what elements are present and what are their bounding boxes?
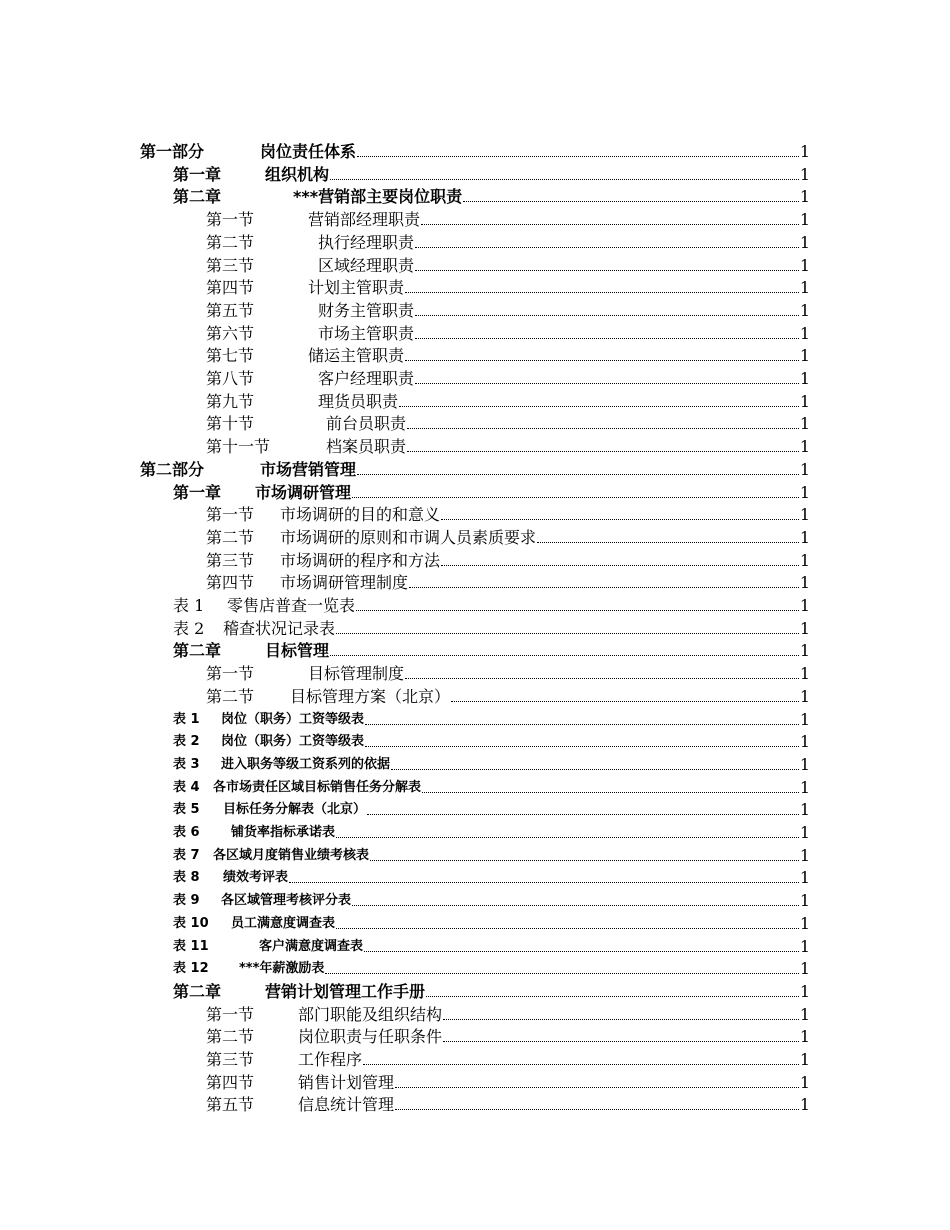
- toc-entry-label: 表 1: [173, 711, 200, 727]
- dot-leader: [352, 497, 799, 498]
- toc-entry-label: 表 1: [173, 596, 205, 615]
- toc-entry-text: [173, 710, 364, 730]
- toc-entry-label: 第三节: [206, 1050, 255, 1069]
- dot-leader: [289, 882, 799, 883]
- toc-entry-page-number: 1: [799, 573, 810, 593]
- dot-leader: [463, 201, 799, 202]
- toc-entry[interactable]: [206, 1071, 810, 1093]
- toc-entry-page-number: 1: [799, 482, 810, 502]
- toc-entry-label: 第二部分: [140, 459, 205, 479]
- toc-entry-label: 表 4: [173, 779, 200, 795]
- toc-entry-page-number: 1: [799, 732, 810, 752]
- toc-entry-label: 第七节: [206, 346, 255, 366]
- toc-entry-page-number: 1: [799, 550, 810, 570]
- toc-entry[interactable]: [206, 435, 810, 457]
- toc-entry[interactable]: [173, 163, 810, 185]
- toc-entry[interactable]: [173, 594, 810, 616]
- toc-entry-text: [206, 687, 450, 707]
- toc-entry[interactable]: [206, 390, 810, 412]
- toc-entry-text: [206, 528, 536, 548]
- toc-entry-page-number: 1: [799, 255, 810, 275]
- toc-entry-text: [206, 1073, 394, 1093]
- toc-entry-title: 营销部经理职责: [308, 210, 421, 230]
- dot-leader: [407, 451, 799, 452]
- toc-entry[interactable]: [173, 730, 810, 752]
- toc-entry-label: 第二节: [206, 1027, 255, 1047]
- toc-entry[interactable]: [173, 980, 810, 1002]
- toc-entry-text: [173, 732, 364, 752]
- toc-entry-label: 表 3: [173, 756, 200, 772]
- dot-leader: [415, 338, 799, 339]
- toc-entry-page-number: 1: [799, 300, 810, 320]
- toc-entry-title: 理货员职责: [318, 391, 399, 411]
- toc-entry-text: [173, 914, 335, 934]
- toc-entry-label: 第六节: [206, 323, 255, 343]
- toc-entry[interactable]: [173, 798, 810, 820]
- toc-entry-label: 第五节: [206, 300, 255, 320]
- toc-entry-page-number: 1: [799, 777, 810, 797]
- toc-entry-text: [206, 346, 404, 366]
- toc-entry-text: [206, 573, 408, 593]
- toc-entry-label: 表 9: [173, 893, 200, 909]
- toc-entry-page-number: 1: [799, 936, 810, 956]
- toc-entry-text: [173, 868, 288, 888]
- toc-entry[interactable]: [173, 844, 810, 866]
- toc-entry[interactable]: [140, 140, 810, 162]
- toc-entry-text: [173, 937, 363, 957]
- toc-entry-label: 第十节: [206, 414, 255, 434]
- toc-entry-page-number: 1: [799, 800, 810, 820]
- toc-entry-page-number: 1: [799, 505, 810, 525]
- toc-entry-text: [140, 142, 356, 162]
- toc-entry-label: 表 6: [173, 825, 200, 840]
- dot-leader: [426, 996, 799, 997]
- toc-entry-page-number: 1: [799, 641, 810, 661]
- toc-entry-title: 档案员职责: [326, 437, 407, 457]
- toc-entry-label: 第一章: [173, 164, 222, 184]
- toc-entry-title: 区域经理职责: [318, 255, 415, 275]
- toc-entry-title: 客户经理职责: [318, 369, 415, 388]
- toc-entry-text: [173, 778, 421, 798]
- toc-entry-label: 第九节: [206, 391, 255, 411]
- toc-entry-label: 第四节: [206, 1072, 255, 1092]
- toc-entry-text: [206, 1005, 442, 1025]
- toc-entry[interactable]: [206, 412, 810, 434]
- dot-leader: [443, 1019, 799, 1020]
- dot-leader: [330, 179, 799, 180]
- toc-entry-title: 储运主管职责: [308, 346, 405, 366]
- toc-entry-page-number: 1: [799, 1072, 810, 1092]
- toc-entry-page-number: 1: [799, 142, 810, 161]
- toc-entry[interactable]: [206, 322, 810, 344]
- dot-leader: [441, 565, 799, 566]
- toc-entry-label: 第一章: [173, 482, 222, 502]
- toc-entry-page-number: 1: [799, 1095, 810, 1115]
- toc-entry-title: 市场调研的目的和意义: [280, 505, 441, 525]
- toc-entry[interactable]: [206, 344, 810, 366]
- toc-entry-title: 铺货率指标承诺表: [231, 825, 336, 840]
- dot-leader: [336, 633, 799, 634]
- toc-entry-text: [173, 165, 329, 185]
- toc-entry-title: 岗位（职务）工资等级表: [221, 711, 365, 727]
- toc-entry-label: 第三节: [206, 255, 255, 275]
- toc-entry-title: 客户满意度调查表: [259, 938, 364, 954]
- dot-leader: [352, 905, 799, 906]
- toc-entry-text: [206, 437, 406, 457]
- toc-entry-page-number: 1: [799, 278, 810, 298]
- dot-leader: [421, 224, 799, 225]
- dot-leader: [409, 587, 799, 588]
- toc-entry-title: 各区域月度销售业绩考核表: [213, 847, 370, 863]
- toc-entry[interactable]: [206, 571, 810, 593]
- toc-entry-page-number: 1: [799, 459, 810, 479]
- toc-entry-text: [173, 619, 335, 639]
- toc-entry-title: 岗位（职务）工资等级表: [221, 734, 365, 750]
- toc-entry-text: [206, 233, 414, 253]
- toc-entry-page-number: 1: [799, 596, 810, 615]
- dot-leader: [363, 1064, 799, 1065]
- toc-entry-title: 部门职能及组织结构: [298, 1004, 443, 1024]
- toc-entry[interactable]: [206, 367, 810, 389]
- toc-entry[interactable]: [206, 549, 810, 571]
- toc-entry-title: 岗位责任体系: [260, 142, 357, 161]
- toc-entry-page-number: 1: [799, 323, 810, 343]
- dot-leader: [415, 270, 799, 271]
- toc-entry-page-number: 1: [799, 527, 810, 547]
- toc-entry-page-number: 1: [799, 210, 810, 230]
- toc-entry-page-number: 1: [799, 369, 810, 388]
- toc-entry-text: [173, 891, 351, 911]
- toc-entry-page-number: 1: [799, 686, 810, 706]
- toc-entry-title: 目标管理方案（北京）: [290, 686, 451, 706]
- toc-entry[interactable]: [206, 1093, 810, 1115]
- toc-entry-title: 目标管理: [265, 641, 330, 661]
- toc-entry-page-number: 1: [799, 913, 810, 933]
- toc-entry-text: [206, 1027, 442, 1047]
- dot-leader: [443, 1041, 799, 1042]
- toc-entry-page-number: 1: [799, 868, 810, 888]
- toc-entry-label: 第一节: [206, 1004, 255, 1024]
- toc-entry-label: 表 2: [173, 734, 200, 750]
- toc-entry-text: [206, 210, 420, 230]
- toc-entry-title: 执行经理职责: [318, 232, 415, 252]
- dot-leader: [395, 1109, 799, 1110]
- toc-entry-text: [206, 324, 414, 344]
- toc-entry-title: ***营销部主要岗位职责: [293, 187, 463, 207]
- toc-entry[interactable]: [206, 1048, 810, 1070]
- toc-entry-title: ***年薪激励表: [239, 961, 325, 977]
- toc-entry-label: 第四节: [206, 573, 255, 593]
- toc-entry-label: 第八节: [206, 369, 255, 388]
- toc-entry-page-number: 1: [799, 187, 810, 207]
- toc-entry-label: 第二节: [206, 232, 255, 252]
- toc-entry-text: [206, 301, 414, 321]
- dot-leader: [422, 792, 799, 793]
- toc-entry-title: 市场主管职责: [318, 323, 415, 343]
- toc-entry[interactable]: [206, 1025, 810, 1047]
- toc-entry-text: [206, 278, 404, 298]
- toc-entry-page-number: 1: [799, 437, 810, 457]
- toc-entry[interactable]: [173, 753, 810, 775]
- toc-entry[interactable]: [173, 617, 810, 639]
- dot-leader: [357, 474, 799, 475]
- toc-entry-title: 各区域管理考核评分表: [221, 893, 352, 909]
- dot-leader: [407, 428, 799, 429]
- toc-entry-label: 第三节: [206, 550, 255, 570]
- toc-entry-page-number: 1: [799, 981, 810, 1001]
- toc-entry-page-number: 1: [799, 664, 810, 684]
- toc-entry-label: 表 2: [173, 618, 205, 638]
- toc-entry-page-number: 1: [799, 823, 810, 842]
- toc-entry-page-number: 1: [799, 959, 810, 979]
- dot-leader: [415, 383, 799, 384]
- toc-entry-text: [173, 846, 369, 866]
- toc-entry-title: 绩效考评表: [223, 870, 289, 886]
- toc-entry[interactable]: [206, 276, 810, 298]
- toc-entry-text: [206, 1050, 362, 1070]
- dot-leader: [365, 746, 799, 747]
- toc-entry[interactable]: [173, 481, 810, 503]
- dot-leader: [391, 769, 799, 770]
- toc-entry-text: [206, 414, 406, 434]
- toc-entry[interactable]: [206, 208, 810, 230]
- toc-entry-title: 工作程序: [298, 1050, 363, 1069]
- toc-entry-page-number: 1: [799, 618, 810, 638]
- toc-entry-label: 第一节: [206, 505, 255, 525]
- toc-entry-text: [206, 369, 414, 389]
- toc-entry[interactable]: [206, 299, 810, 321]
- toc-entry-text: [173, 641, 329, 661]
- dot-leader: [325, 973, 798, 974]
- dot-leader: [415, 315, 799, 316]
- toc-entry-label: 第二节: [206, 527, 255, 547]
- toc-entry-text: [206, 256, 414, 276]
- toc-entry-text: [173, 823, 335, 843]
- dot-leader: [441, 519, 799, 520]
- toc-entry-label: 表 5: [173, 802, 200, 818]
- dot-leader: [330, 655, 799, 656]
- toc-entry-label: 第二章: [173, 981, 222, 1001]
- toc-entry[interactable]: [206, 662, 810, 684]
- toc-entry-label: 第五节: [206, 1095, 255, 1115]
- toc-entry-page-number: 1: [799, 232, 810, 252]
- dot-leader: [405, 678, 799, 679]
- toc-entry[interactable]: [140, 458, 810, 480]
- toc-entry-title: 各市场责任区域目标销售任务分解表: [213, 779, 422, 795]
- toc-entry[interactable]: [173, 935, 810, 957]
- dot-leader: [370, 860, 799, 861]
- toc-entry-text: [173, 596, 355, 616]
- toc-entry-title: 进入职务等级工资系列的依据: [221, 756, 391, 772]
- toc-entry-text: [173, 483, 351, 503]
- toc-entry[interactable]: [206, 231, 810, 253]
- toc-entry-text: [206, 551, 440, 571]
- toc-entry-page-number: 1: [799, 346, 810, 366]
- toc-entry[interactable]: [173, 639, 810, 661]
- dot-leader: [451, 701, 799, 702]
- toc-entry-text: [173, 800, 366, 820]
- toc-entry-page-number: 1: [799, 1004, 810, 1024]
- toc-entry-title: 销售计划管理: [298, 1072, 395, 1092]
- toc-entry-page-number: 1: [799, 1050, 810, 1069]
- toc-entry-page-number: 1: [799, 845, 810, 865]
- toc-entry-text: [173, 959, 324, 979]
- toc-entry-text: [173, 982, 425, 1002]
- toc-entry[interactable]: [206, 503, 810, 525]
- toc-entry-text: [173, 755, 390, 775]
- toc-entry[interactable]: [173, 708, 810, 730]
- toc-entry-label: 表 7: [173, 847, 200, 863]
- toc-entry[interactable]: [206, 685, 810, 707]
- toc-entry-title: 计划主管职责: [308, 278, 405, 298]
- toc-entry-title: 市场营销管理: [260, 459, 357, 479]
- toc-entry-title: 稽查状况记录表: [223, 618, 336, 638]
- toc-entry-label: 表 12: [173, 961, 209, 977]
- dot-leader: [537, 542, 799, 543]
- toc-entry-label: 第二章: [173, 187, 222, 207]
- toc-entry-page-number: 1: [799, 164, 810, 184]
- toc-entry-page-number: 1: [799, 1027, 810, 1047]
- dot-leader: [365, 724, 799, 725]
- toc-entry-title: 信息统计管理: [298, 1095, 395, 1115]
- toc-entry[interactable]: [173, 889, 810, 911]
- toc-entry-title: 财务主管职责: [318, 300, 415, 320]
- dot-leader: [415, 247, 799, 248]
- toc-entry[interactable]: [173, 957, 810, 979]
- toc-entry-label: 表 8: [173, 870, 200, 886]
- dot-leader: [357, 156, 799, 157]
- toc-entry-title: 市场调研的原则和市调人员素质要求: [280, 527, 537, 547]
- dot-leader: [399, 406, 799, 407]
- toc-entry-text: [206, 505, 440, 525]
- toc-entry-title: 市场调研管理: [255, 482, 352, 502]
- toc-entry-page-number: 1: [799, 391, 810, 411]
- toc-entry-label: 第二章: [173, 641, 222, 661]
- toc-entry-label: 表 10: [173, 915, 209, 931]
- dot-leader: [405, 292, 799, 293]
- toc-entry[interactable]: [173, 185, 810, 207]
- toc-entry-label: 表 11: [173, 938, 209, 954]
- toc-entry-title: 市场调研的程序和方法: [280, 550, 441, 570]
- toc-entry-page-number: 1: [799, 709, 810, 729]
- toc-entry[interactable]: [206, 254, 810, 276]
- toc-entry-text: [206, 1095, 394, 1115]
- dot-leader: [367, 814, 799, 815]
- toc-entry[interactable]: [173, 866, 810, 888]
- dot-leader: [356, 610, 799, 611]
- toc-entry-text: [206, 664, 404, 684]
- toc-entry-label: 第二节: [206, 686, 255, 706]
- toc-entry-page-number: 1: [799, 414, 810, 434]
- toc-entry-text: [173, 187, 462, 207]
- toc-entry-label: 第一部分: [140, 142, 205, 161]
- dot-leader: [395, 1087, 799, 1088]
- toc-entry-title: 目标管理制度: [308, 664, 405, 684]
- toc-entry-label: 第一节: [206, 210, 255, 230]
- toc-entry-page-number: 1: [799, 891, 810, 911]
- toc-entry-title: 组织机构: [265, 164, 330, 184]
- toc-entry-title: 营销计划管理工作手册: [265, 981, 426, 1001]
- toc-entry[interactable]: [206, 526, 810, 548]
- dot-leader: [336, 837, 799, 838]
- toc-entry-title: 目标任务分解表（北京）: [223, 802, 367, 818]
- toc-entry-page-number: 1: [799, 754, 810, 774]
- toc-entry-text: [140, 460, 356, 480]
- toc-entry-label: 第四节: [206, 278, 255, 298]
- toc-entry[interactable]: [173, 821, 810, 843]
- toc-entry[interactable]: [206, 1003, 810, 1025]
- toc-entry[interactable]: [173, 776, 810, 798]
- toc-entry-title: 市场调研管理制度: [280, 573, 409, 593]
- toc-entry-text: [206, 392, 398, 412]
- dot-leader: [336, 928, 799, 929]
- dot-leader: [405, 360, 799, 361]
- toc-entry[interactable]: [173, 912, 810, 934]
- toc-entry-title: 前台员职责: [326, 414, 407, 434]
- toc-entry-label: 第一节: [206, 664, 255, 684]
- dot-leader: [364, 951, 799, 952]
- toc-entry-title: 岗位职责与任职条件: [298, 1027, 443, 1047]
- toc-entry-title: 零售店普查一览表: [227, 596, 356, 615]
- toc-entry-title: 员工满意度调查表: [231, 915, 336, 931]
- toc-entry-label: 第十一节: [206, 437, 271, 457]
